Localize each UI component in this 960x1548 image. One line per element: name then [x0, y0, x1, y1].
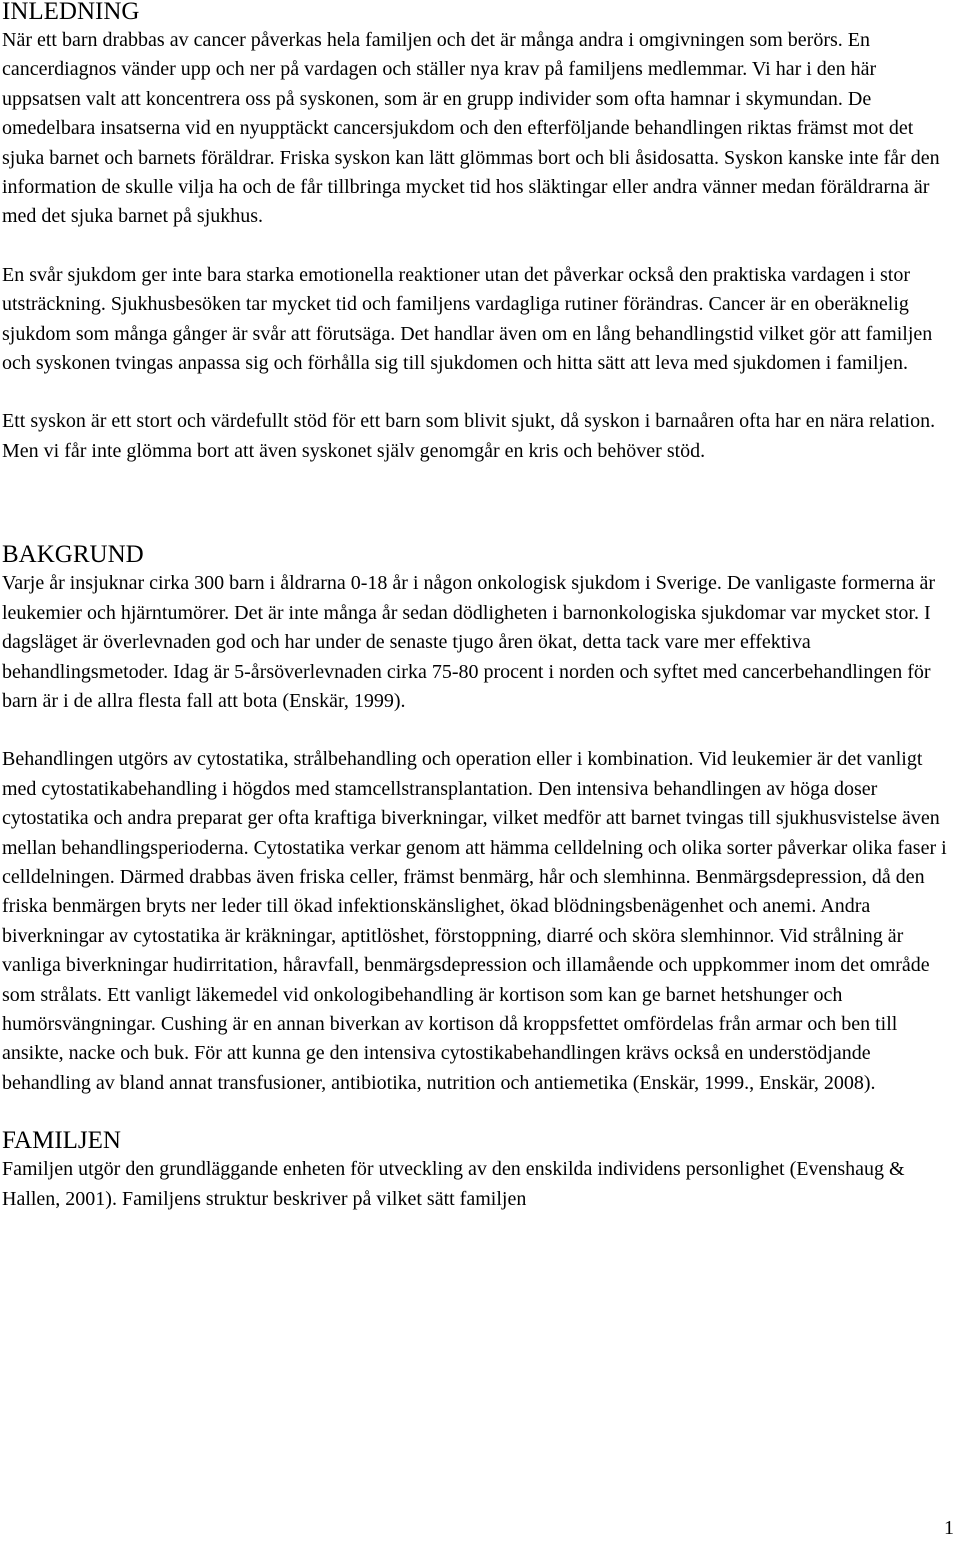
page-number: 1: [944, 1517, 954, 1539]
paragraph: En svår sjukdom ger inte bara starka emotionella reaktioner utan det påverkar också den praktiska vardagen i stor utsträckning. Sjukhusbesöken tar mycket tid och familjens vardagliga rutiner förändras. Cancer är en oberäknelig sjukdom som många gånger är svår att förutsäga. Det handlar även om en lång behandlingstid vilket gör att familjen och syskonen tvingas anpassa sig och förhålla sig till sjukdomen och hitta sätt att leva med sjukdomen i familjen.: [2, 263, 933, 375]
paragraph: Familjen utgör den grundläggande enheten för utveckling av den enskilda individens personlighet (Evenshaug & Hallen, 2001). Familjens struktur beskriver på vilket sätt familjen: [2, 1158, 905, 1210]
document-page: [2, 0, 958, 1214]
section-familjen: [2, 1127, 958, 1214]
section-bakgrund: [2, 541, 958, 1098]
paragraph: Varje år insjuknar cirka 300 barn i åldrarna 0-18 år i någon onkologisk sjukdom i Sverige. De vanligaste formerna är leukemier och hjärntumörer. Det är inte många år sedan dödligheten i barnonkologiska sjukdomar var mycket stor. I dagsläget är överlevnaden god och har under de senaste tjugo åren ökat, detta tack vare mer effektiva behandlingsmetoder. Idag är 5-årsöverlevnaden cirka 75-80 procent i norden och syftet med cancerbehandlingen för barn är i de allra flesta fall att bota (Enskär, 1999).: [2, 572, 936, 712]
section-heading: INLEDNING: [2, 0, 140, 25]
section-inledning: [2, 0, 958, 466]
paragraph: Ett syskon är ett stort och värdefullt stöd för ett barn som blivit sjukt, då syskon i barnaåren ofta har en nära relation. Men vi får inte glömma bort att även syskonet själv genomgår en kris och behöver stöd.: [2, 410, 936, 462]
paragraph: Behandlingen utgörs av cytostatika, strålbehandling och operation eller i kombination. Vid leukemier är det vanligt med cytostatikabehandling i högdos med stamcellstransplantation. Den intensiva behandlingen av höga doser cytostatika och andra preparat ger ofta kraftiga biverkningar, vilket medför att barnet tvingas till sjukhusvistelse även mellan behandlingsperioderna. Cytostatika verkar genom att hämma celldelning och olika sorter påverkar olika faser i celldelningen. Därmed drabbas även friska celler, främst benmärg, hår och slemhinna. Benmärgsdepression, då den friska benmärgen bryts ner leder till ökad infektionskänslighet, ökad blödningsbenägenhet och anemi. Andra biverkningar av cytostatika är kräkningar, aptitlöshet, förstoppning, diarré och sköra slemhinnor. Vid strålning är vanliga biverkningar hudirritation, håravfall, benmärgsdepression och illamående och uppkommer inom det område som strålats. Ett vanligt läkemedel vid onkologibehandling är kortison som kan ge barnet hetshunger och humörsvängningar. Cushing är en annan biverkan av kortison då kroppsfettet omfördelas från armar och ben till ansikte, nacke och buk. För att kunna ge den intensiva cytostikabehandlingen krävs också en understödjande behandling av bland annat transfusioner, antibiotika, nutrition och antiemetika (Enskär, 1999., Enskär, 2008).: [2, 748, 947, 1094]
paragraph: När ett barn drabbas av cancer påverkas hela familjen och det är många andra i omgivningen som berörs. En cancerdiagnos vänder upp och ner på vardagen och ställer nya krav på familjens medlemmar. Vi har i den här uppsatsen valt att koncentrera oss på syskonen, som är en grupp individer som ofta hamnar i skymundan. De omedelbara insatserna vid en nyupptäckt cancersjukdom och den efterföljande behandlingen riktas främst mot det sjuka barnet och barnets föräldrar. Friska syskon kan lätt glömmas bort och bli åsidosatta. Syskon kanske inte får den information de skulle vilja ha och de får tillbringa mycket tid hos släktingar eller andra vänner medan föräldrarna är med det sjuka barnet på sjukhus.: [2, 29, 940, 228]
section-heading: BAKGRUND: [2, 541, 144, 569]
section-heading: FAMILJEN: [2, 1127, 121, 1155]
